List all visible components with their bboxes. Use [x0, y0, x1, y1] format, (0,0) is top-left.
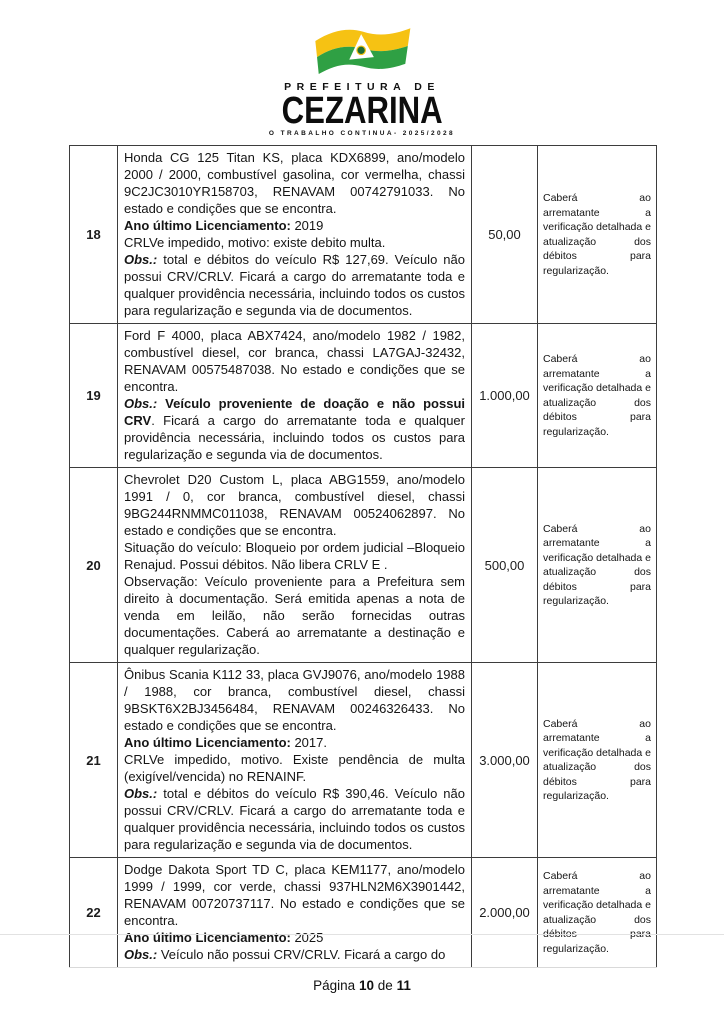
description-paragraph: Ford F 4000, placa ABX7424, ano/modelo 1982 / 1982, combustível diesel, cor branca, chassi LA7GAJ-32432, RENAVAM 00575487038. No estado e condições que se encontra. [124, 328, 465, 394]
lot-note: Caberá ao arrematante a verificação detalhada e atualização dos débitos para regularização. [543, 870, 651, 955]
lot-note: Caberá ao arrematante a verificação detalhada e atualização dos débitos para regularização. [543, 522, 651, 607]
lot-value-cell [472, 663, 538, 858]
lot-value-cell [472, 146, 538, 324]
flag-icon [303, 24, 421, 80]
description-paragraph: Honda CG 125 Titan KS, placa KDX6899, ano/modelo 2000 / 2000, combustível gasolina, cor vermelha, chassi 9C2JC3010YR158703, RENAVAM 00742791033. No estado e condições que se encontra. [124, 150, 465, 216]
description-paragraph: Obs.: total e débitos do veículo R$ 390,46. Veículo não possui CRV/CRLV. Ficará a cargo do arrematante toda e qualquer providência necessária, incluindo todos os custos para regularização e segunda via de documentos. [124, 786, 465, 852]
description-paragraph: Obs.: total e débitos do veículo R$ 127,69. Veículo não possui CRV/CRLV. Ficará a cargo do arrematante toda e qualquer providência necessária, incluindo todos os custos para regularização e segunda via de documentos. [124, 252, 465, 318]
lot-note: Caberá ao arrematante a verificação detalhada e atualização dos débitos para regularização. [543, 192, 651, 277]
lot-number-cell [70, 146, 118, 324]
lots-table-body [70, 146, 657, 968]
lot-number: 19 [86, 388, 101, 403]
description-paragraph: Obs.: Veículo proveniente de doação e não possui CRV. Ficará a cargo do arrematante toda e qualquer providência necessária, incluindo todos os custos para regularização e segunda via de documentos. [124, 396, 465, 462]
lot-value-cell [472, 468, 538, 663]
lot-note-cell [538, 146, 657, 324]
description-paragraph: Ano último Licenciamento: 2019 [124, 218, 324, 233]
lot-number-cell [70, 324, 118, 468]
flag-emblem [357, 46, 365, 54]
description-paragraph: Ano último Licenciamento: 2017. [124, 735, 327, 750]
header-logo [0, 24, 724, 137]
lot-number: 22 [86, 905, 101, 920]
lot-note-cell [538, 468, 657, 663]
page-footer [0, 978, 724, 993]
lot-number: 21 [86, 752, 101, 768]
lot-note-cell [538, 663, 657, 858]
description-paragraph: CRLVe impedido, motivo. Existe pendência de multa (exigível/vencida) no RENAINF. [124, 752, 465, 784]
org-subtitle: PREFEITURA DE [284, 81, 440, 93]
lot-value-cell [472, 858, 538, 968]
description-paragraph: Ano último Licenciamento: 2025 [124, 930, 324, 945]
page-break-line [0, 934, 724, 935]
lot-value: 1.000,00 [479, 388, 530, 403]
lot-description-cell [118, 468, 472, 663]
lots-table [69, 145, 657, 968]
lot-description-cell [118, 858, 472, 968]
lot-note: Caberá ao arrematante a verificação detalhada e atualização dos débitos para regularização. [543, 353, 651, 438]
lot-note: Caberá ao arrematante a verificação detalhada e atualização dos débitos para regularização. [543, 717, 651, 802]
description-paragraph: Chevrolet D20 Custom L, placa ABG1559, ano/modelo 1991 / 0, cor branca, combustível diesel, chassi 9BG244RNMMC011038, RENAVAM 00524062897. No estado e condições que se encontra. [124, 472, 465, 538]
description-paragraph: Observação: Veículo proveniente para a Prefeitura sem direito à documentação. Será emitida apenas a nota de venda em leilão, não serão fornecidas outras documentações. Caberá ao arrematante a destinação e qualquer regularização. [124, 574, 465, 657]
description-paragraph: CRLVe impedido, motivo: existe debito multa. [124, 235, 386, 250]
lot-note-cell [538, 324, 657, 468]
table-row [70, 663, 657, 858]
footer-total-pages: 11 [396, 978, 411, 993]
lot-value: 2.000,00 [479, 905, 530, 920]
lot-value: 50,00 [488, 227, 521, 242]
footer-page-number: 10 [358, 978, 374, 993]
table-row [70, 324, 657, 468]
lot-description-cell [118, 324, 472, 468]
lot-number-cell [70, 858, 118, 968]
lot-description-cell [118, 663, 472, 858]
description-paragraph: Situação do veículo: Bloqueio por ordem judicial –Bloqueio Renajud. Possui débitos. Não libera CRLV E . [124, 540, 465, 572]
org-title: CEZARINA [281, 90, 443, 132]
footer-separator: de [377, 978, 393, 993]
description-paragraph: Obs.: Veículo não possui CRV/CRLV. Ficará a cargo do [124, 947, 446, 962]
lot-value: 500,00 [484, 557, 525, 573]
table-row [70, 468, 657, 663]
description-paragraph: Ônibus Scania K112 33, placa GVJ9076, ano/modelo 1988 / 1988, cor branca, combustível diesel, chassi 9BSKT6X2BJ3456484, RENAVAM 00246326433. No estado e condições que se encontra. [124, 667, 465, 733]
lot-number: 20 [86, 557, 101, 573]
lot-description-cell [118, 146, 472, 324]
lot-value-cell [472, 324, 538, 468]
lot-number-cell [70, 663, 118, 858]
lot-number: 18 [86, 227, 101, 242]
table-row [70, 858, 657, 968]
lot-value: 3.000,00 [479, 752, 530, 768]
description-paragraph: Dodge Dakota Sport TD C, placa KEM1177, ano/modelo 1999 / 1999, cor verde, chassi 937HLN2M6X3901442, RENAVAM 00720737117. No estado e condições que se encontra. [124, 862, 465, 928]
lot-number-cell [70, 468, 118, 663]
lot-note-cell [538, 858, 657, 968]
table-row [70, 146, 657, 324]
footer-prefix: Página [313, 978, 356, 993]
org-tagline: O TRABALHO CONTINUA- 2025/2028 [268, 130, 456, 138]
